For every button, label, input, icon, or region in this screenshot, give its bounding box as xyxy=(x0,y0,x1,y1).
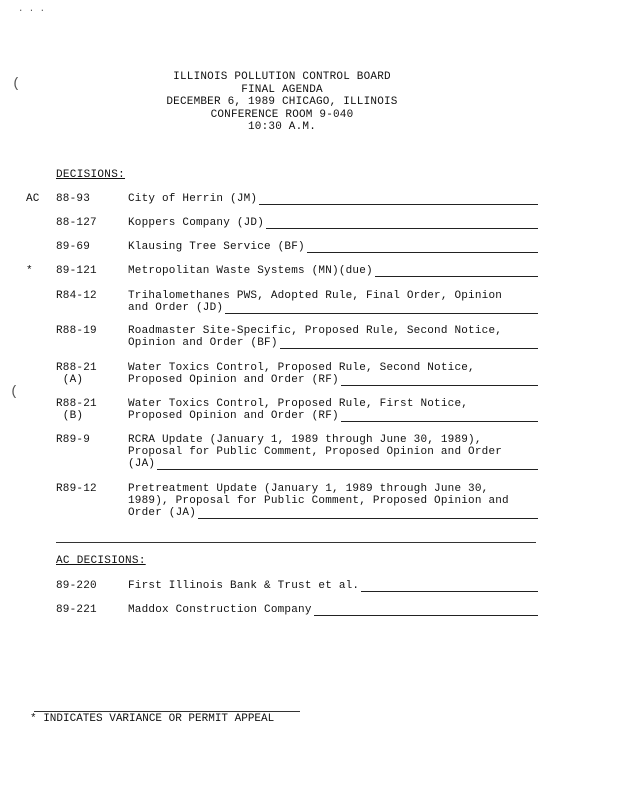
description-line: Maddox Construction Company xyxy=(128,604,312,616)
description-line: Koppers Company (JD) xyxy=(128,217,265,229)
item-description xyxy=(128,434,538,470)
description-line: Pretreatment Update (January 1, 1989 through June 30, xyxy=(128,483,489,495)
description-line: City of Herrin (JM) xyxy=(128,193,258,205)
agenda-title: FINAL AGENDA xyxy=(241,83,323,96)
item-mark: AC xyxy=(26,193,40,205)
signature-line xyxy=(361,582,538,592)
item-description xyxy=(128,325,538,349)
section-divider xyxy=(56,542,536,543)
meeting-room: CONFERENCE ROOM 9-040 xyxy=(210,108,354,121)
description-line: Opinion and Order (BF) xyxy=(128,337,278,349)
item-description xyxy=(128,217,538,229)
item-description xyxy=(128,290,538,314)
description-line: Water Toxics Control, Proposed Rule, First Notice, xyxy=(128,398,469,410)
description-line: and Order (JD) xyxy=(128,302,224,314)
scan-mark: ( xyxy=(10,384,19,400)
signature-line xyxy=(307,243,538,253)
description-line: Proposed Opinion and Order (RF) xyxy=(128,410,339,422)
scan-mark: ( xyxy=(12,76,21,92)
description-line: Order (JA) xyxy=(128,507,197,519)
docket-number: 88-127 xyxy=(56,217,97,229)
description-line: 1989), Proposal for Public Comment, Proposed Opinion and xyxy=(128,495,509,507)
ac-decisions-heading: AC DECISIONS: xyxy=(56,555,146,567)
docket-number: 89-121 xyxy=(56,265,97,277)
description-line: Metropolitan Waste Systems (MN)(due) xyxy=(128,265,373,277)
docket-number: R88-21 (B) xyxy=(56,398,97,422)
docket-number: R89-12 xyxy=(56,483,97,495)
signature-line xyxy=(157,460,538,470)
signature-line xyxy=(259,195,538,205)
description-line: (JA) xyxy=(128,458,156,470)
footnote-rule xyxy=(34,711,300,712)
footnote: * INDICATES VARIANCE OR PERMIT APPEAL xyxy=(30,713,275,725)
signature-line xyxy=(375,267,538,277)
docket-number: R88-19 xyxy=(56,325,97,337)
docket-number: 89-221 xyxy=(56,604,97,616)
docket-number: R89-9 xyxy=(56,434,91,446)
meeting-date-location: DECEMBER 6, 1989 CHICAGO, ILLINOIS xyxy=(166,96,398,108)
description-line: RCRA Update (January 1, 1989 through June 30, 1989), xyxy=(128,434,482,446)
item-description xyxy=(128,483,538,519)
docket-number: 88-93 xyxy=(56,193,91,205)
item-mark: * xyxy=(26,265,33,277)
item-description xyxy=(128,604,538,616)
item-description xyxy=(128,265,538,277)
docket-number: R88-21 (A) xyxy=(56,362,97,386)
board-name: ILLINOIS POLLUTION CONTROL BOARD xyxy=(173,71,391,83)
signature-line xyxy=(341,412,538,422)
signature-line xyxy=(266,219,538,229)
meeting-time: 10:30 A.M. xyxy=(247,121,316,133)
description-line: Proposed Opinion and Order (RF) xyxy=(128,374,339,386)
docket-number: R84-12 xyxy=(56,290,97,302)
signature-line xyxy=(314,606,538,616)
signature-line xyxy=(198,509,538,519)
description-line: Roadmaster Site-Specific, Proposed Rule, Second Notice, xyxy=(128,325,503,337)
item-description xyxy=(128,580,538,592)
item-description xyxy=(128,241,538,253)
item-description xyxy=(128,398,538,422)
signature-line xyxy=(225,304,538,314)
description-line: Klausing Tree Service (BF) xyxy=(128,241,305,253)
signature-line xyxy=(280,339,538,349)
description-line: First Illinois Bank & Trust et al. xyxy=(128,580,360,592)
description-line: Water Toxics Control, Proposed Rule, Second Notice, xyxy=(128,362,475,374)
scan-speck: · · · xyxy=(18,6,46,16)
item-description xyxy=(128,362,538,386)
description-line: Trihalomethanes PWS, Adopted Rule, Final Order, Opinion xyxy=(128,290,503,302)
decisions-heading: DECISIONS: xyxy=(56,169,126,181)
description-line: Proposal for Public Comment, Proposed Opinion and Order xyxy=(128,446,503,458)
docket-number: 89-69 xyxy=(56,241,91,253)
item-description xyxy=(128,193,538,205)
docket-number: 89-220 xyxy=(56,580,97,592)
agenda-header xyxy=(0,71,564,134)
signature-line xyxy=(341,376,538,386)
